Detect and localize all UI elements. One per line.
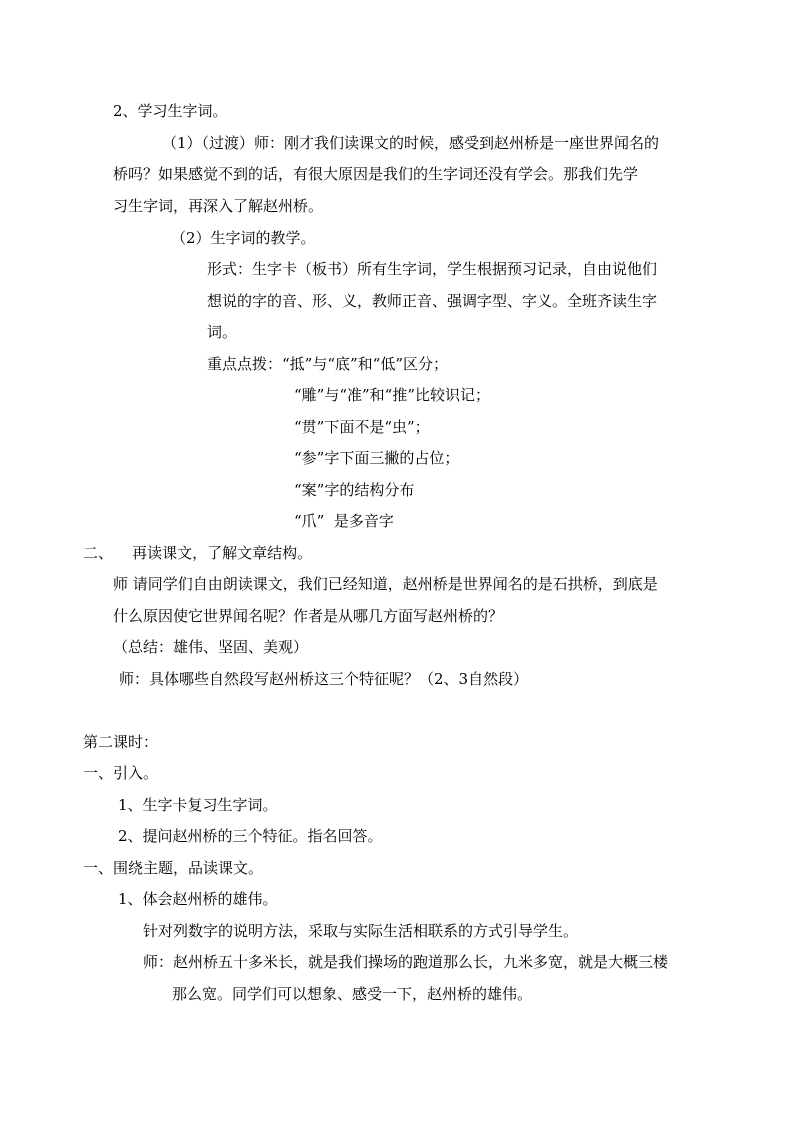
paragraph-line: 习生字词，再深入了解赵州桥。 xyxy=(113,197,324,215)
list-item: 1、生字卡复习生字词。 xyxy=(118,796,278,814)
key-points-line: “爪” 是多音字 xyxy=(294,512,394,530)
paragraph-line: 桥吗？如果感觉不到的话，有很大原因是我们的生字词还没有学会。那我们先学 xyxy=(113,165,639,183)
paragraph-line: 形式：生字卡（板书）所有生字词，学生根据预习记录，自由说他们 xyxy=(207,260,658,278)
list-item: 1、体会赵州桥的雄伟。 xyxy=(118,890,278,908)
key-points-line: “参”字下面三撇的占位； xyxy=(294,449,460,467)
paragraph-line: 师：具体哪些自然段写赵州桥这三个特征呢？（2、3自然段） xyxy=(119,670,529,688)
subheading-word-teaching: （2）生字词的教学。 xyxy=(171,229,316,247)
paragraph-line: 那么宽。同学们可以想象、感受一下，赵州桥的雄伟。 xyxy=(172,985,533,1003)
key-points-line: “贯”下面不是“虫”； xyxy=(294,418,430,436)
section-heading-reread: 二、 再读课文，了解文章结构。 xyxy=(83,544,313,562)
section-heading-study-words: 2、学习生字词。 xyxy=(113,102,228,120)
summary-line: （总结：雄伟、坚固、美观） xyxy=(113,638,309,656)
key-points-line: “雕”与“准”和“推”比较识记； xyxy=(294,386,491,404)
section-heading-intro: 一、引入。 xyxy=(83,764,159,782)
key-points-line: “案”字的结构分布 xyxy=(294,481,415,499)
list-item: 2、提问赵州桥的三个特征。指名回答。 xyxy=(118,827,383,845)
paragraph-line: 词。 xyxy=(207,323,238,341)
paragraph-line: 什么原因使它世界闻名呢？作者是从哪几方面写赵州桥的？ xyxy=(113,607,504,625)
section-heading-reading: 一、围绕主题，品读课文。 xyxy=(83,859,264,877)
lesson-heading: 第二课时： xyxy=(83,733,159,751)
paragraph-line: 想说的字的音、形、义，教师正音、强调字型、字义。全班齐读生字 xyxy=(207,292,658,310)
paragraph-line: 针对列数字的说明方法，采取与实际生活相联系的方式引导学生。 xyxy=(143,922,579,940)
paragraph-line: 师：赵州桥五十多米长，就是我们操场的跑道那么长，九米多宽，就是大概三楼 xyxy=(143,953,669,971)
paragraph-line: （1）（过渡）师：刚才我们读课文的时候，感受到赵州桥是一座世界闻名的 xyxy=(162,134,660,152)
key-points-line: 重点点拨：“抵”与“底”和“低”区分； xyxy=(207,355,449,373)
paragraph-line: 师 请同学们自由朗读课文，我们已经知道，赵州桥是世界闻名的是石拱桥，到底是 xyxy=(113,575,658,593)
